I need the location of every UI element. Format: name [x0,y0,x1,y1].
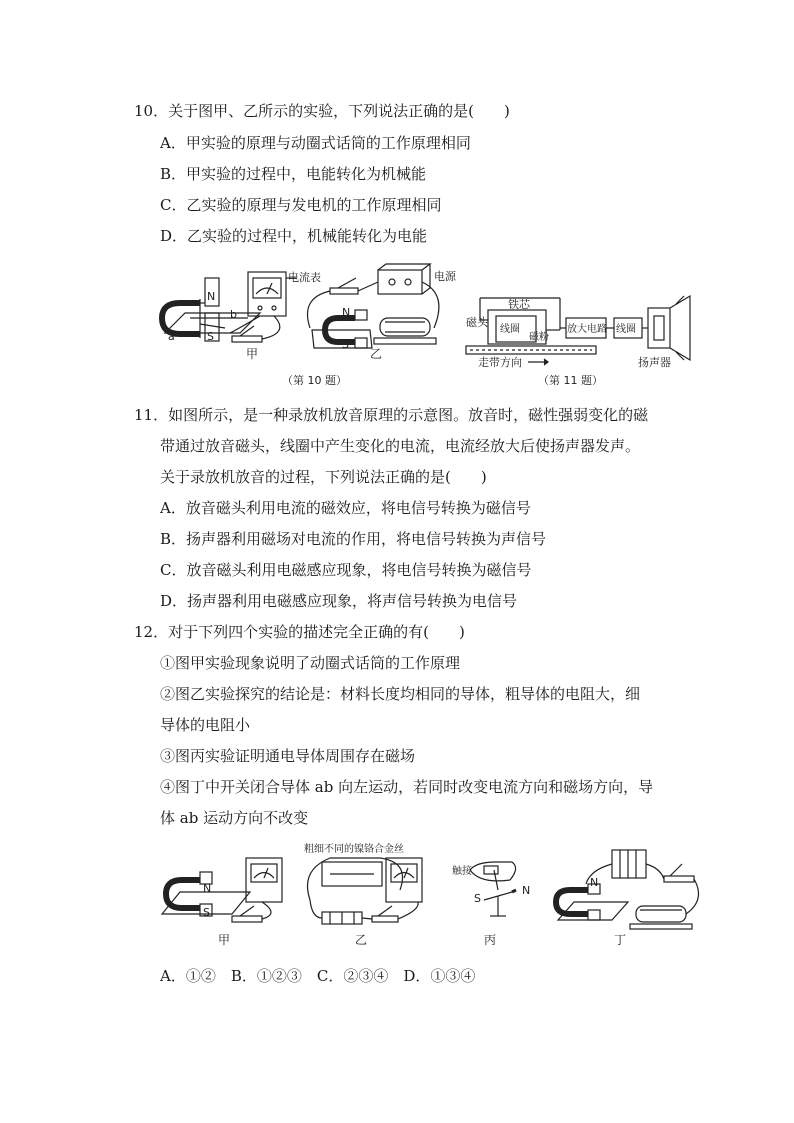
q11-option-c: C．放音磁头利用电磁感应现象，将电信号转换为磁信号 [160,561,532,579]
q10-stem: 10．关于图甲、乙所示的实验，下列说法正确的是( ) [134,102,510,120]
power-source-yi [378,270,422,294]
label-touch: 触接 [452,866,472,877]
q11-stem-line-2: 带通过放音磁头，线圈中产生变化的电流，电流经放大后使扬声器发声。 [160,437,641,455]
caption-yi: 乙 [370,347,383,361]
label-s-bing: S [474,892,481,905]
caption-q11: （第 11 题） [538,374,603,387]
label-s-jia: S [207,330,214,343]
caption-yi-12: 乙 [355,933,368,947]
caption-jia-12: 甲 [218,933,231,947]
q12-item-3: ③图丙实验证明通电导体周围存在磁场 [160,747,416,765]
caption-bing-12: 丙 [484,933,497,947]
label-tape-direction: 走带方向 [478,356,522,369]
q10-option-c: C．乙实验的原理与发电机的工作原理相同 [160,196,442,214]
label-n-jia-12: N [203,882,212,895]
label-a: a [168,330,175,343]
q11-option-b: B．扬声器利用磁场对电流的作用，将电信号转换为声信号 [160,530,547,548]
q12-answer-options: A．①② B．①②③ C．②③④ D．①③④ [160,967,476,985]
label-power-source: 电源 [434,270,456,283]
label-s-jia-12: S [203,906,210,919]
caption-ding-12: 丁 [614,933,627,947]
rheostat-yi [380,318,430,336]
q12-item-2-cont: 导体的电阻小 [160,716,251,734]
q10-option-b: B．甲实验的过程中，电能转化为机械能 [160,165,427,183]
label-magnetic-powder: 磁粉 [529,332,549,343]
label-n-yi: N [342,306,351,319]
label-n-ding: N [590,876,599,889]
speaker [648,308,670,348]
q10-option-d: D．乙实验的过程中，机械能转化为电能 [160,227,428,245]
caption-q10: （第 10 题） [282,374,347,387]
label-s-yi: S [342,338,349,351]
q12-stem: 12．对于下列四个实验的描述完全正确的有( ) [134,623,465,641]
q11-option-a: A．放音磁头利用电流的磁效应，将电信号转换为磁信号 [160,499,531,517]
figure-q12 [0,840,794,955]
label-n-jia: N [207,290,216,303]
q11-option-d: D．扬声器利用电磁感应现象，将声信号转换为电信号 [160,592,518,610]
q10-option-a: A．甲实验的原理与动圈式话筒的工作原理相同 [160,134,471,152]
figure-q10-q11 [0,258,794,393]
caption-jia: 甲 [246,347,259,361]
q12-item-4: ④图丁中开关闭合导体 ab 向左运动，若同时改变电流方向和磁场方向，导 [160,778,654,796]
q12-item-4-cont: 体 ab 运动方向不改变 [160,809,309,827]
label-speaker: 扬声器 [638,356,671,369]
q11-stem-line-1: 11．如图所示，是一种录放机放音原理的示意图。放音时，磁性强弱变化的磁 [134,406,649,424]
q12-item-1: ①图甲实验现象说明了动圈式话筒的工作原理 [160,654,461,672]
q12-item-2: ②图乙实验探究的结论是：材料长度均相同的导体，粗导体的电阻大，细 [160,685,641,703]
label-amplifier: 放大电路 [567,324,607,335]
q11-stem-line-3: 关于录放机放音的过程，下列说法正确的是( ) [160,468,487,486]
label-coil-head: 线圈 [500,324,520,335]
label-magnetic-head: 磁头 [466,316,488,329]
label-b: b [230,308,237,321]
label-coil-speaker: 线圈 [616,324,636,335]
label-n-bing: N [522,884,531,897]
label-iron-core: 铁芯 [508,298,530,311]
label-ammeter: 电流表 [288,271,321,284]
label-nichrome-wire: 粗细不同的镍铬合金丝 [304,844,404,855]
